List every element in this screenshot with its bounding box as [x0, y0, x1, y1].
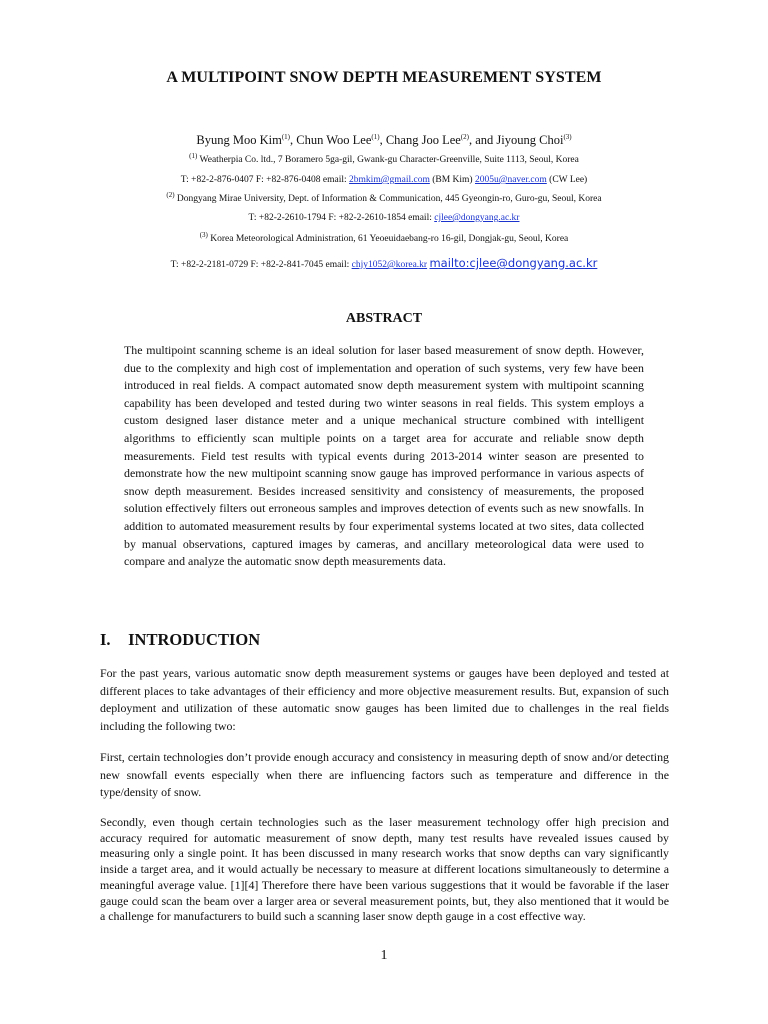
body-paragraph: For the past years, various automatic snow depth measurement systems or gauges have been deployed and tested at different places to take advantages of their efficiency and more objective measurement results. But, expansion of such deployment and utilization of these automatic snow gauges has been limited due to challenges in the real fields including the following two: — [100, 666, 669, 733]
email-owner-note: (CW Lee) — [546, 175, 588, 185]
affiliation-contact — [0, 175, 768, 185]
author-name: Byung Moo Kim — [196, 133, 282, 147]
author-affiliation-marker: (3) — [563, 132, 572, 141]
email-link[interactable]: 2bmkim@gmail.com — [349, 175, 430, 185]
author-name: Jiyoung Choi — [496, 133, 564, 147]
body-paragraph: Secondly, even though certain technologies such as the laser measurement technology offer high precision and accuracy required for automatic measurement of snow depth, many test results have revealed issues caused by measuring only a single point. It has been discussed in many research works that snow depths can vary significantly inside a target area, and it would actually be necessary to measure at different locations simultaneously to determine a meaningful average value. [1][4] Therefore there have been various suggestions that it would be favorable if the laser gauge could scan the beam over a larger area or several measurement points, but, they also mentioned that it would be a challenge for manufacturers to build such a scanning laser snow depth gauge in a cost effective way. — [100, 815, 669, 924]
author-name: Chun Woo Lee — [296, 133, 372, 147]
email-link[interactable]: chjy1052@korea.kr — [351, 260, 428, 270]
affiliation-address — [0, 230, 768, 244]
email-owner-note: (BM Kim) — [429, 175, 475, 185]
author-affiliation-marker: (1) — [371, 132, 380, 141]
affiliation-address-text: Weatherpia Co. ltd., 7 Boramero 5ga-gil, Gwank-gu Character-Greenville, Suite 1113, Seoul, Korea — [197, 155, 579, 165]
author-separator: , — [290, 133, 297, 147]
paper-title: A MULTIPOINT SNOW DEPTH MEASUREMENT SYSTEM — [166, 69, 602, 86]
author-separator: , and — [468, 133, 497, 147]
contact-phone-fax: T: +82-2-2181-0729 F: +82-2-841-7045 email: — [170, 260, 352, 270]
contact-phone-fax: T: +82-2-876-0407 F: +82-876-0408 email: — [180, 175, 350, 185]
affiliation-address-text: Korea Meteorological Administration, 61 Yeoeuidaebang-ro 16-gil, Dongjak-gu, Seoul, Korea — [207, 234, 569, 244]
email-link[interactable]: 2005u@naver.com — [474, 175, 547, 185]
email-link[interactable]: cjlee@dongyang.ac.kr — [434, 213, 520, 223]
affiliation-marker: (2) — [166, 190, 175, 199]
author-affiliation-marker: (1) — [281, 132, 290, 141]
author-separator: , — [379, 133, 386, 147]
contact-phone-fax: T: +82-2-2610-1794 F: +82-2-2610-1854 email: — [248, 213, 435, 223]
section-heading — [100, 630, 260, 650]
page-number: 1 — [380, 948, 388, 963]
abstract-text: The multipoint scanning scheme is an ideal solution for laser based measurement of snow depth. However, due to the complexity and high cost of implementation and operation of such systems, very few have been introduced in real fields. A compact automated snow depth measurement system with multipoint scanning capability has been developed and tested during two winter seasons in real fields. This system employs a custom designed laser distance meter and a unique mechanical structure combined with intelligent algorithms to efficiently scan multiple points on a target area for accurate and reliable snow depth measurements. Field test results with typical events during 2013-2014 winter season are presented to demonstrate how the new multipoint scanning snow gauge has improved performance in various aspects of snow depth measurement. Besides increased sensitivity and consistency of measurements, the proposed solution effectively filters out erroneous samples and improves detection of events such as new snowfalls. In addition to automated measurement results by four experimental systems located at two sites, data collected by manual observations, captured images by cameras, and ancillary meteorological data were used to compare and analyze the automatic snow depth measurements data. — [124, 343, 644, 569]
affiliation-address — [0, 190, 768, 204]
author-affiliation-marker: (2) — [460, 132, 469, 141]
affiliation-contact — [0, 256, 768, 270]
section-number: I. — [100, 630, 111, 649]
abstract-heading: ABSTRACT — [345, 311, 423, 326]
author-name: Chang Joo Lee — [385, 133, 461, 147]
author-list — [0, 133, 768, 148]
mailto-link[interactable]: mailto:cjlee@dongyang.ac.kr — [429, 256, 598, 270]
affiliation-marker: (3) — [199, 230, 208, 239]
body-paragraph: First, certain technologies don’t provide enough accuracy and consistency in measuring depth of snow and/or detecting new snowfall events especially when there are influencing factors such as temperature and difference in the type/density of snow. — [100, 750, 669, 800]
section-title: INTRODUCTION — [128, 630, 261, 649]
affiliation-address-text: Dongyang Mirae University, Dept. of Information & Communication, 445 Gyeongin-ro, Guro-gu, Seoul, Korea — [174, 194, 602, 204]
affiliation-address — [0, 151, 768, 165]
affiliation-contact — [0, 213, 768, 223]
affiliation-marker: (1) — [189, 151, 198, 160]
